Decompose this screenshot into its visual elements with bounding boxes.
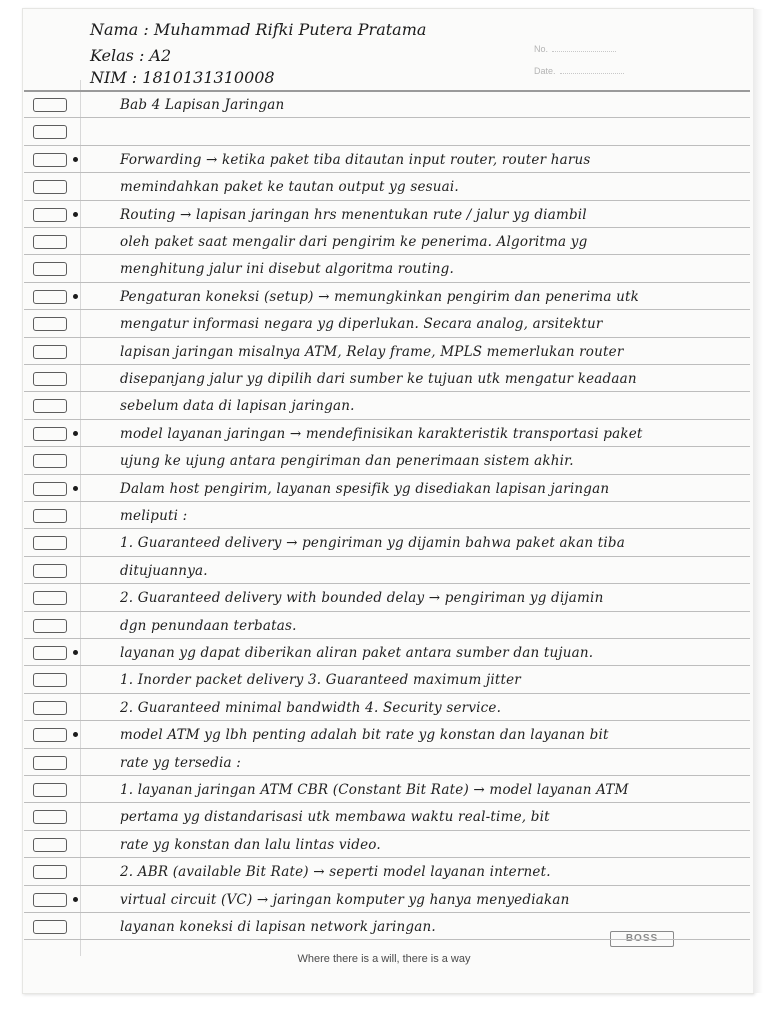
margin-checkbox (33, 646, 67, 660)
ruled-line (24, 309, 750, 310)
bullet-dot (73, 157, 78, 162)
header-kelas: Kelas : A2 (90, 46, 172, 65)
margin-line (80, 80, 81, 956)
margin-checkbox (33, 290, 67, 304)
margin-checkbox (33, 783, 67, 797)
date-label: Date. (534, 66, 556, 76)
handwritten-line: menghitung jalur ini disebut algoritma routing. (120, 261, 454, 277)
ruled-line (24, 172, 750, 173)
handwritten-line: layanan yg dapat diberikan aliran paket antara sumber dan tujuan. (120, 645, 594, 661)
ruled-line (24, 693, 750, 694)
footer-tagline: Where there is a will, there is a way (297, 953, 471, 965)
ruled-line (24, 830, 750, 831)
handwritten-line: 2. ABR (available Bit Rate) → seperti model layanan internet. (120, 864, 551, 880)
ruled-line (24, 939, 750, 940)
handwritten-line: ujung ke ujung antara pengiriman dan penerimaan sistem akhir. (120, 453, 574, 469)
margin-checkbox (33, 536, 67, 550)
margin-checkbox (33, 235, 67, 249)
ruled-line (24, 282, 750, 283)
ruled-line (24, 474, 750, 475)
handwritten-line: model layanan jaringan → mendefinisikan karakteristik transportasi paket (120, 426, 643, 442)
handwritten-line: Dalam host pengirim, layanan spesifik yg disediakan lapisan jaringan (120, 481, 610, 497)
margin-checkbox (33, 262, 67, 276)
ruled-line (24, 665, 750, 666)
ruled-line (24, 802, 750, 803)
brand-logo: BOSS (610, 931, 674, 947)
margin-checkbox (33, 838, 67, 852)
ruled-line (24, 528, 750, 529)
no-field (534, 44, 616, 54)
margin-checkbox (33, 756, 67, 770)
ruled-line (24, 748, 750, 749)
date-underline (560, 73, 624, 74)
handwritten-line: rate yg tersedia : (120, 755, 241, 771)
handwritten-line: mengatur informasi negara yg diperlukan. Secara analog, arsitektur (120, 316, 603, 332)
margin-checkbox (33, 865, 67, 879)
handwritten-line: layanan koneksi di lapisan network jaringan. (120, 919, 436, 935)
handwritten-line: dgn penundaan terbatas. (120, 618, 297, 634)
handwritten-line: model ATM yg lbh penting adalah bit rate yg konstan dan layanan bit (120, 727, 609, 743)
handwritten-line: 1. layanan jaringan ATM CBR (Constant Bit Rate) → model layanan ATM (120, 782, 629, 798)
ruled-line (24, 391, 750, 392)
ruled-line (24, 775, 750, 776)
ruled-line (24, 885, 750, 886)
margin-checkbox (33, 893, 67, 907)
handwritten-line: rate yg konstan dan lalu lintas video. (120, 837, 381, 853)
ruled-line (24, 857, 750, 858)
margin-checkbox (33, 920, 67, 934)
margin-checkbox (33, 345, 67, 359)
margin-checkbox (33, 728, 67, 742)
handwritten-line: oleh paket saat mengalir dari pengirim ke penerima. Algoritma yg (120, 234, 588, 250)
handwritten-line: Pengaturan koneksi (setup) → memungkinkan pengirim dan penerima utk (120, 289, 640, 305)
bullet-dot (73, 897, 78, 902)
handwritten-line: Bab 4 Lapisan Jaringan (120, 97, 285, 113)
handwritten-line: 2. Guaranteed delivery with bounded delay → pengiriman yg dijamin (120, 590, 604, 606)
header-nama: Nama : Muhammad Rifki Putera Pratama (90, 20, 427, 39)
page-shadow (753, 9, 763, 993)
ruled-line (24, 90, 750, 92)
margin-checkbox (33, 810, 67, 824)
margin-checkbox (33, 701, 67, 715)
ruled-line (24, 117, 750, 118)
ruled-line (24, 912, 750, 913)
margin-checkbox (33, 399, 67, 413)
handwritten-line: Forwarding → ketika paket tiba ditautan input router, router harus (120, 152, 591, 168)
handwritten-line: 2. Guaranteed minimal bandwidth 4. Security service. (120, 700, 502, 716)
ruled-line (24, 446, 750, 447)
margin-checkbox (33, 125, 67, 139)
handwritten-line: lapisan jaringan misalnya ATM, Relay frame, MPLS memerlukan router (120, 344, 624, 360)
ruled-line (24, 611, 750, 612)
handwritten-line: meliputi : (120, 508, 188, 524)
no-underline (552, 51, 616, 52)
bullet-dot (73, 486, 78, 491)
ruled-line (24, 556, 750, 557)
handwritten-line: ditujuannya. (120, 563, 208, 579)
margin-checkbox (33, 427, 67, 441)
ruled-line (24, 200, 750, 201)
handwritten-line: disepanjang jalur yg dipilih dari sumber ke tujuan utk mengatur keadaan (120, 371, 637, 387)
ruled-line (24, 364, 750, 365)
handwritten-line: 1. Guaranteed delivery → pengiriman yg dijamin bahwa paket akan tiba (120, 535, 625, 551)
margin-checkbox (33, 208, 67, 222)
bullet-dot (73, 650, 78, 655)
ruled-line (24, 254, 750, 255)
ruled-line (24, 720, 750, 721)
margin-checkbox (33, 372, 67, 386)
handwritten-line: 1. Inorder packet delivery 3. Guaranteed maximum jitter (120, 672, 521, 688)
handwritten-line: memindahkan paket ke tautan output yg sesuai. (120, 179, 459, 195)
margin-checkbox (33, 482, 67, 496)
bullet-dot (73, 732, 78, 737)
ruled-line (24, 583, 750, 584)
margin-checkbox (33, 98, 67, 112)
margin-checkbox (33, 619, 67, 633)
no-label: No. (534, 44, 549, 54)
margin-checkbox (33, 591, 67, 605)
handwritten-line: pertama yg distandarisasi utk membawa waktu real-time, bit (120, 809, 550, 825)
margin-checkbox (33, 180, 67, 194)
header-nim: NIM : 1810131310008 (90, 68, 275, 87)
ruled-line (24, 501, 750, 502)
handwritten-line: Routing → lapisan jaringan hrs menentukan rute / jalur yg diambil (120, 207, 587, 223)
bullet-dot (73, 431, 78, 436)
margin-checkbox (33, 454, 67, 468)
ruled-line (24, 337, 750, 338)
ruled-line (24, 419, 750, 420)
bullet-dot (73, 294, 78, 299)
margin-checkbox (33, 673, 67, 687)
margin-checkbox (33, 153, 67, 167)
margin-checkbox (33, 317, 67, 331)
handwritten-line: sebelum data di lapisan jaringan. (120, 398, 355, 414)
ruled-line (24, 227, 750, 228)
margin-checkbox (33, 509, 67, 523)
margin-checkbox (33, 564, 67, 578)
handwritten-line: virtual circuit (VC) → jaringan komputer yg hanya menyediakan (120, 892, 570, 908)
bullet-dot (73, 212, 78, 217)
ruled-line (24, 145, 750, 146)
ruled-line (24, 638, 750, 639)
date-field (534, 66, 624, 76)
